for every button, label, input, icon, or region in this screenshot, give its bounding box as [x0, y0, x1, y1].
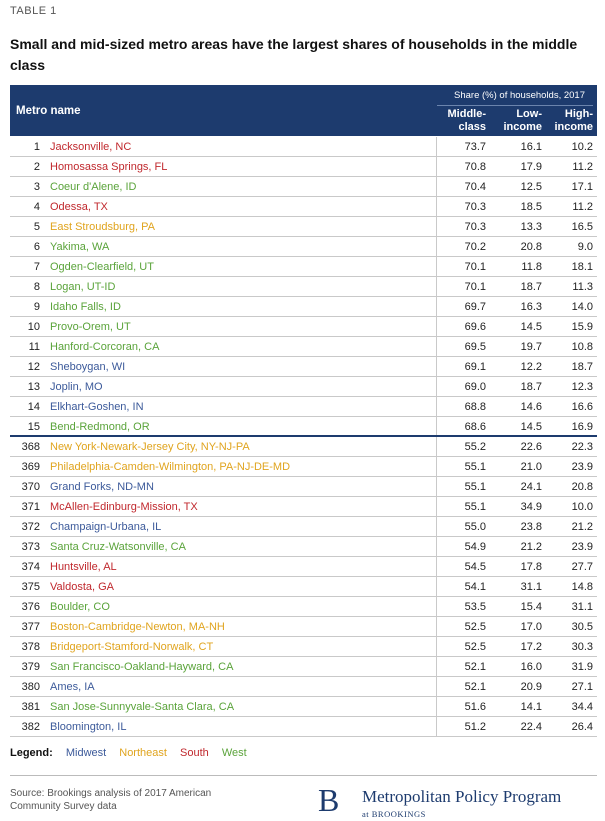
row-metro-name: Logan, UT-ID: [50, 281, 116, 293]
table-row: [10, 637, 597, 657]
column-divider: [436, 157, 437, 176]
table-row: [10, 297, 597, 317]
row-low-income: 22.6: [520, 441, 542, 453]
row-high-income: 27.7: [571, 561, 593, 573]
row-low-income: 16.3: [520, 301, 542, 313]
row-metro-name: Odessa, TX: [50, 201, 108, 213]
row-middle-class: 54.9: [464, 541, 486, 553]
row-low-income: 14.5: [520, 321, 542, 333]
column-divider: [436, 137, 437, 156]
row-rank: 373: [21, 541, 40, 553]
row-high-income: 18.1: [571, 261, 593, 273]
row-high-income: 31.1: [571, 601, 593, 613]
source-note: Source: Brookings analysis of 2017 American Community Survey data: [10, 788, 212, 812]
row-rank: 378: [21, 641, 40, 653]
row-low-income: 23.8: [520, 521, 542, 533]
row-high-income: 23.9: [571, 541, 593, 553]
row-rank: 5: [33, 221, 40, 233]
row-middle-class: 69.1: [464, 361, 486, 373]
row-rank: 374: [21, 561, 40, 573]
column-divider: [436, 537, 437, 556]
row-high-income: 27.1: [571, 681, 593, 693]
table-row: [10, 137, 597, 157]
table-row: [10, 717, 597, 737]
row-metro-name: Boston-Cambridge-Newton, MA-NH: [50, 621, 225, 633]
row-middle-class: 52.1: [464, 661, 486, 673]
row-rank: 4: [33, 201, 40, 213]
row-rank: 14: [27, 401, 40, 413]
column-divider: [436, 617, 437, 636]
row-low-income: 20.9: [520, 681, 542, 693]
row-low-income: 16.1: [520, 141, 542, 153]
row-middle-class: 55.0: [464, 521, 486, 533]
row-middle-class: 70.3: [464, 221, 486, 233]
row-high-income: 30.5: [571, 621, 593, 633]
brookings-tagline: at BROOKINGS: [362, 809, 426, 819]
row-rank: 10: [27, 321, 40, 333]
row-metro-name: New York-Newark-Jersey City, NY-NJ-PA: [50, 441, 250, 453]
table-row: [10, 677, 597, 697]
row-high-income: 26.4: [571, 721, 593, 733]
row-middle-class: 73.7: [464, 141, 486, 153]
row-low-income: 18.7: [520, 381, 542, 393]
program-name: Metropolitan Policy Program: [362, 787, 562, 806]
row-middle-class: 55.1: [464, 481, 486, 493]
row-metro-name: Bend-Redmond, OR: [50, 421, 150, 433]
legend-item-midwest: Midwest: [65, 747, 107, 759]
row-low-income: 17.8: [520, 561, 542, 573]
row-middle-class: 52.5: [464, 641, 486, 653]
row-middle-class: 70.1: [464, 281, 486, 293]
column-divider: [436, 437, 437, 456]
row-rank: 371: [21, 501, 40, 513]
row-metro-name: McAllen-Edinburg-Mission, TX: [50, 501, 198, 513]
table-title: Small and mid-sized metro areas have the largest shares of households in the middle class: [10, 36, 578, 73]
row-rank: 376: [21, 601, 40, 613]
row-middle-class: 70.2: [464, 241, 486, 253]
table-row: [10, 657, 597, 677]
row-low-income: 14.5: [520, 421, 542, 433]
row-rank: 2: [33, 161, 40, 173]
column-divider: [436, 357, 437, 376]
row-metro-name: Champaign-Urbana, IL: [50, 521, 162, 533]
row-middle-class: 55.1: [464, 461, 486, 473]
row-middle-class: 69.7: [464, 301, 486, 313]
table-row: [10, 477, 597, 497]
row-metro-name: Santa Cruz-Watsonville, CA: [50, 541, 186, 553]
table-row: [10, 197, 597, 217]
column-divider: [436, 557, 437, 576]
table-row: [10, 597, 597, 617]
table-row: [10, 317, 597, 337]
row-low-income: 22.4: [520, 721, 542, 733]
row-high-income: 15.9: [571, 321, 593, 333]
column-divider: [436, 177, 437, 196]
table-row: [10, 357, 597, 377]
column-divider: [436, 237, 437, 256]
table-row: [10, 517, 597, 537]
row-middle-class: 54.1: [464, 581, 486, 593]
table-row: [10, 277, 597, 297]
row-middle-class: 54.5: [464, 561, 486, 573]
column-divider: [436, 317, 437, 336]
row-high-income: 16.9: [571, 421, 593, 433]
table-row: [10, 457, 597, 477]
table-row: [10, 237, 597, 257]
row-low-income: 13.3: [520, 221, 542, 233]
column-divider: [436, 457, 437, 476]
column-divider: [436, 377, 437, 396]
middle-class-header: [448, 108, 487, 134]
table-header: [10, 85, 597, 136]
row-high-income: 18.7: [571, 361, 593, 373]
table-row: [10, 337, 597, 357]
legend-item-west: West: [221, 747, 247, 759]
row-middle-class: 51.6: [464, 701, 486, 713]
column-divider: [436, 657, 437, 676]
row-low-income: 14.1: [520, 701, 542, 713]
row-metro-name: Homosassa Springs, FL: [50, 161, 168, 173]
footer-divider: [10, 775, 597, 776]
row-metro-name: Yakima, WA: [50, 241, 110, 253]
row-high-income: 11.2: [572, 201, 593, 213]
row-middle-class: 68.6: [464, 421, 486, 433]
row-metro-name: Joplin, MO: [50, 381, 103, 393]
row-metro-name: Boulder, CO: [50, 601, 110, 613]
row-metro-name: Huntsville, AL: [50, 561, 117, 573]
row-middle-class: 52.5: [464, 621, 486, 633]
column-divider: [436, 717, 437, 736]
row-high-income: 14.0: [571, 301, 593, 313]
row-metro-name: Ogden-Clearfield, UT: [50, 261, 154, 273]
column-divider: [436, 197, 437, 216]
row-middle-class: 69.6: [464, 321, 486, 333]
column-divider: [436, 577, 437, 596]
row-high-income: 16.5: [571, 221, 593, 233]
row-metro-name: Provo-Orem, UT: [50, 321, 131, 333]
row-metro-name: San Francisco-Oakland-Hayward, CA: [50, 661, 234, 673]
row-low-income: 12.5: [520, 181, 542, 193]
column-divider: [436, 337, 437, 356]
row-metro-name: San Jose-Sunnyvale-Santa Clara, CA: [50, 701, 235, 713]
row-low-income: 11.8: [521, 261, 542, 273]
column-divider: [436, 277, 437, 296]
row-rank: 381: [21, 701, 40, 713]
row-low-income: 12.2: [520, 361, 542, 373]
row-low-income: 20.8: [520, 241, 542, 253]
table-row: [10, 377, 597, 397]
row-middle-class: 69.5: [464, 341, 486, 353]
table-row: [10, 177, 597, 197]
row-low-income: 17.9: [520, 161, 542, 173]
row-middle-class: 53.5: [464, 601, 486, 613]
column-divider: [436, 497, 437, 516]
row-high-income: 34.4: [571, 701, 593, 713]
row-low-income: 16.0: [520, 661, 542, 673]
row-low-income: 21.0: [520, 461, 542, 473]
row-high-income: 11.3: [572, 281, 593, 293]
row-rank: 368: [21, 441, 40, 453]
row-rank: 369: [21, 461, 40, 473]
row-high-income: 11.2: [572, 161, 593, 173]
low-income-header-text: Low- income: [503, 108, 542, 133]
column-divider: [436, 637, 437, 656]
row-high-income: 20.8: [571, 481, 593, 493]
low-income-header: [503, 108, 542, 134]
header-rule: [437, 105, 593, 106]
row-low-income: 17.2: [520, 641, 542, 653]
table-row: [10, 557, 597, 577]
legend-item-northeast: Northeast: [119, 747, 167, 759]
row-low-income: 17.0: [520, 621, 542, 633]
row-rank: 11: [28, 341, 40, 353]
row-high-income: 10.8: [571, 341, 593, 353]
row-metro-name: Hanford-Corcoran, CA: [50, 341, 160, 353]
row-high-income: 9.0: [577, 241, 593, 253]
row-high-income: 10.0: [571, 501, 593, 513]
row-metro-name: Bloomington, IL: [50, 721, 127, 733]
row-low-income: 21.2: [520, 541, 542, 553]
column-divider: [436, 477, 437, 496]
row-rank: 375: [21, 581, 40, 593]
row-high-income: 31.9: [571, 661, 593, 673]
column-divider: [436, 257, 437, 276]
legend-label: Legend:: [10, 747, 53, 759]
row-high-income: 23.9: [571, 461, 593, 473]
row-rank: 380: [21, 681, 40, 693]
row-middle-class: 70.4: [464, 181, 486, 193]
row-high-income: 17.1: [571, 181, 593, 193]
row-middle-class: 55.2: [464, 441, 486, 453]
row-rank: 3: [33, 181, 40, 193]
row-metro-name: Sheboygan, WI: [50, 361, 126, 373]
row-high-income: 10.2: [571, 141, 593, 153]
table-body: [10, 137, 597, 737]
row-low-income: 24.1: [520, 481, 542, 493]
row-rank: 9: [33, 301, 40, 313]
row-low-income: 14.6: [520, 401, 542, 413]
row-low-income: 19.7: [520, 341, 542, 353]
table-row: [10, 417, 597, 437]
row-metro-name: Ames, IA: [50, 681, 95, 693]
row-rank: 382: [21, 721, 40, 733]
row-rank: 1: [33, 141, 40, 153]
row-middle-class: 70.8: [464, 161, 486, 173]
table-label: TABLE 1: [10, 5, 57, 17]
brookings-logo-mark: B: [318, 782, 340, 818]
table-row: [10, 217, 597, 237]
row-high-income: 30.3: [571, 641, 593, 653]
row-rank: 13: [27, 381, 40, 393]
row-middle-class: 51.2: [464, 721, 486, 733]
row-rank: 379: [21, 661, 40, 673]
row-metro-name: Valdosta, GA: [50, 581, 114, 593]
row-metro-name: Coeur d'Alene, ID: [50, 181, 137, 193]
row-metro-name: Idaho Falls, ID: [50, 301, 121, 313]
row-high-income: 22.3: [571, 441, 593, 453]
table-row: [10, 397, 597, 417]
table-row: [10, 697, 597, 717]
middle-class-header-text: Middle- class: [447, 108, 486, 133]
row-middle-class: 68.8: [464, 401, 486, 413]
table-row: [10, 617, 597, 637]
row-rank: 15: [27, 421, 40, 433]
column-divider: [436, 517, 437, 536]
row-high-income: 16.6: [571, 401, 593, 413]
row-metro-name: Jacksonville, NC: [50, 141, 132, 153]
legend: [10, 747, 257, 759]
row-high-income: 12.3: [571, 381, 593, 393]
row-metro-name: Philadelphia-Camden-Wilmington, PA-NJ-DE-MD: [50, 461, 291, 473]
row-low-income: 18.5: [520, 201, 542, 213]
column-divider: [436, 297, 437, 316]
row-rank: 372: [21, 521, 40, 533]
row-high-income: 14.8: [571, 581, 593, 593]
high-income-header-text: High- income: [554, 108, 593, 133]
row-middle-class: 55.1: [464, 501, 486, 513]
share-caption: Share (%) of households, 2017: [454, 90, 585, 101]
row-rank: 8: [33, 281, 40, 293]
row-metro-name: Grand Forks, ND-MN: [50, 481, 154, 493]
table-row: [10, 497, 597, 517]
row-low-income: 34.9: [520, 501, 542, 513]
row-metro-name: East Stroudsburg, PA: [50, 221, 155, 233]
table-row: [10, 437, 597, 457]
column-divider: [436, 397, 437, 416]
column-divider: [436, 217, 437, 236]
row-middle-class: 70.1: [464, 261, 486, 273]
row-low-income: 31.1: [520, 581, 542, 593]
row-middle-class: 52.1: [464, 681, 486, 693]
row-high-income: 21.2: [571, 521, 593, 533]
table-row: [10, 577, 597, 597]
column-divider: [436, 677, 437, 696]
row-rank: 12: [27, 361, 40, 373]
table-row: [10, 257, 597, 277]
row-low-income: 18.7: [520, 281, 542, 293]
row-middle-class: 69.0: [464, 381, 486, 393]
column-divider: [436, 697, 437, 716]
row-metro-name: Elkhart-Goshen, IN: [50, 401, 144, 413]
row-low-income: 15.4: [520, 601, 542, 613]
row-rank: 377: [21, 621, 40, 633]
row-rank: 7: [33, 261, 40, 273]
row-metro-name: Bridgeport-Stamford-Norwalk, CT: [50, 641, 214, 653]
row-middle-class: 70.3: [464, 201, 486, 213]
row-rank: 6: [33, 241, 40, 253]
column-divider: [436, 417, 437, 435]
metro-name-header: Metro name: [16, 105, 81, 117]
column-divider: [436, 597, 437, 616]
high-income-header: [554, 108, 593, 134]
table-row: [10, 157, 597, 177]
legend-item-south: South: [180, 747, 209, 759]
table-row: [10, 537, 597, 557]
row-rank: 370: [21, 481, 40, 493]
